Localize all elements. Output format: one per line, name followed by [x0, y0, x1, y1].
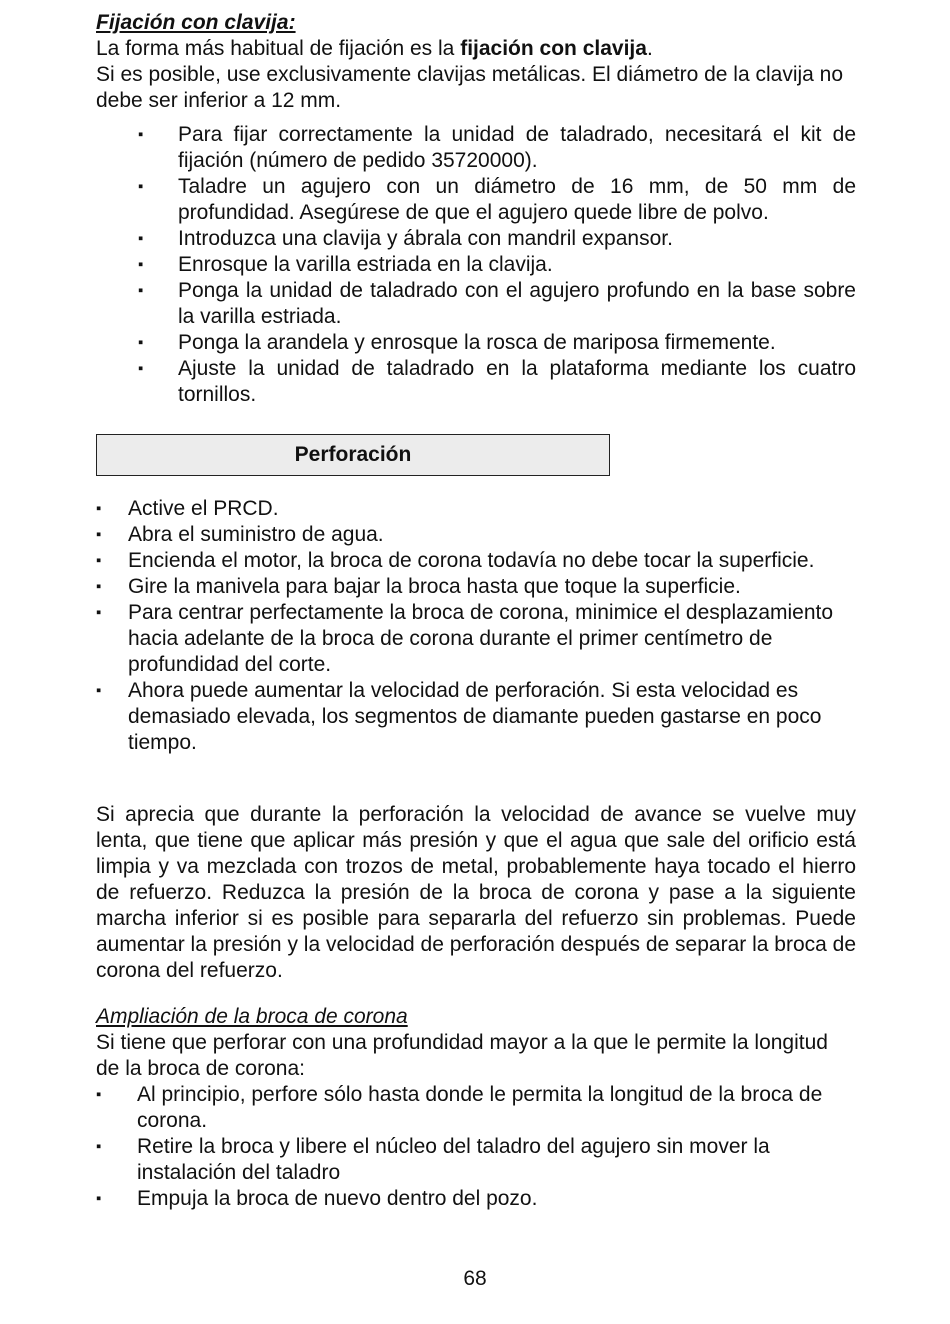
- perforacion-section: [96, 496, 856, 756]
- list-item-text: Ajuste la unidad de taladrado en la plataforma mediante los cuatro tornillos.: [178, 357, 856, 406]
- perforacion-steps: [96, 496, 856, 756]
- fijacion-intro-suffix: .: [646, 37, 653, 60]
- list-item-text: Enrosque la varilla estriada en la clavija.: [178, 253, 553, 276]
- list-item-text: Para fijar correctamente la unidad de taladrado, necesitará el kit de fijación (número de pedido 35720000).: [178, 123, 856, 172]
- section-heading-box: [96, 434, 610, 476]
- list-item: [96, 678, 856, 756]
- list-item-text: Retire la broca y libere el núcleo del taladro del agujero sin mover la instalación del taladro: [137, 1135, 770, 1184]
- bullet-icon: ▪: [96, 526, 102, 543]
- list-item-text: Introduzca una clavija y ábrala con mandril expansor.: [178, 227, 673, 250]
- list-item: [96, 1186, 856, 1212]
- list-item-text: Encienda el motor, la broca de corona todavía no debe tocar la superficie.: [128, 549, 815, 572]
- list-item-text: Ahora puede aumentar la velocidad de perforación. Si esta velocidad es demasiado elevada, los segmentos de diamante pueden gastarse en poco tiempo.: [128, 679, 822, 754]
- bullet-icon: ▪: [96, 682, 102, 699]
- bullet-icon: ▪: [96, 500, 102, 517]
- bullet-icon: ▪: [96, 552, 102, 569]
- list-item: [96, 1082, 856, 1134]
- list-item-text: Al principio, perfore sólo hasta donde le permita la longitud de la broca de corona.: [137, 1083, 823, 1132]
- list-item: [96, 278, 856, 330]
- list-item-text: Active el PRCD.: [128, 497, 279, 520]
- bullet-icon: ▪: [96, 578, 102, 595]
- bullet-icon: ▪: [96, 1190, 102, 1207]
- fijacion-intro: [96, 36, 856, 62]
- fijacion-section: [96, 10, 856, 408]
- bullet-icon: ▪: [138, 178, 144, 195]
- list-item-text: Empuja la broca de nuevo dentro del pozo.: [137, 1187, 538, 1210]
- list-item: [96, 600, 856, 678]
- perforacion-paragraph: Si aprecia que durante la perforación la velocidad de avance se vuelve muy lenta, que tiene que aplicar más presión y que el agua que sale del orificio está limpia y va mezclada con trozos de metal, probablemente haya tocado el hierro de refuerzo. Reduzca la presión de la broca de corona y pase a la siguiente marcha inferior si es posible para separarla del refuerzo sin problemas. Puede aumentar la presión y la velocidad de perforación después de separar la broca de corona del refuerzo.: [96, 803, 856, 982]
- ampliacion-title: Ampliación de la broca de corona: [96, 1005, 408, 1028]
- list-item-text: Abra el suministro de agua.: [128, 523, 384, 546]
- list-item: [96, 356, 856, 408]
- bullet-icon: ▪: [138, 230, 144, 247]
- bullet-icon: ▪: [138, 256, 144, 273]
- list-item: [96, 1134, 856, 1186]
- list-item: [96, 522, 856, 548]
- bullet-icon: ▪: [138, 126, 144, 143]
- fijacion-intro-prefix: La forma más habitual de fijación es la: [96, 37, 461, 60]
- list-item: [96, 174, 856, 226]
- list-item: [96, 226, 856, 252]
- bullet-icon: ▪: [96, 1138, 102, 1155]
- fijacion-steps: [96, 122, 856, 408]
- page-number: 68: [463, 1267, 487, 1290]
- fijacion-title: Fijación con clavija:: [96, 11, 296, 34]
- list-item-text: Para centrar perfectamente la broca de corona, minimice el desplazamiento hacia adelante de la broca de corona durante el primer centímetro de profundidad del corte.: [128, 601, 834, 676]
- list-item: [96, 122, 856, 174]
- list-item-text: Gire la manivela para bajar la broca hasta que toque la superficie.: [128, 575, 741, 598]
- bullet-icon: ▪: [138, 282, 144, 299]
- bullet-icon: ▪: [96, 604, 102, 621]
- list-item: [96, 252, 856, 278]
- list-item-text: Taladre un agujero con un diámetro de 16 mm, de 50 mm de profundidad. Asegúrese de que el agujero quede libre de polvo.: [178, 175, 856, 224]
- list-item: [96, 548, 856, 574]
- ampliacion-section: [96, 1004, 856, 1212]
- perforacion-paragraph-block: [96, 802, 856, 984]
- list-item: [96, 574, 856, 600]
- fijacion-text: Si es posible, use exclusivamente clavijas metálicas. El diámetro de la clavija no debe ser inferior a 12 mm.: [96, 63, 844, 112]
- bullet-icon: ▪: [96, 1086, 102, 1103]
- ampliacion-intro: Si tiene que perforar con una profundidad mayor a la que le permite la longitud de la broca de corona:: [96, 1031, 828, 1080]
- list-item: [96, 330, 856, 356]
- list-item-text: Ponga la unidad de taladrado con el agujero profundo en la base sobre la varilla estriada.: [178, 279, 856, 328]
- list-item: [96, 496, 856, 522]
- list-item-text: Ponga la arandela y enrosque la rosca de mariposa firmemente.: [178, 331, 776, 354]
- bullet-icon: ▪: [138, 334, 144, 351]
- ampliacion-steps: [96, 1082, 856, 1212]
- fijacion-intro-bold: fijación con clavija: [460, 37, 647, 60]
- bullet-icon: ▪: [138, 360, 144, 377]
- section-heading: Perforación: [294, 443, 412, 466]
